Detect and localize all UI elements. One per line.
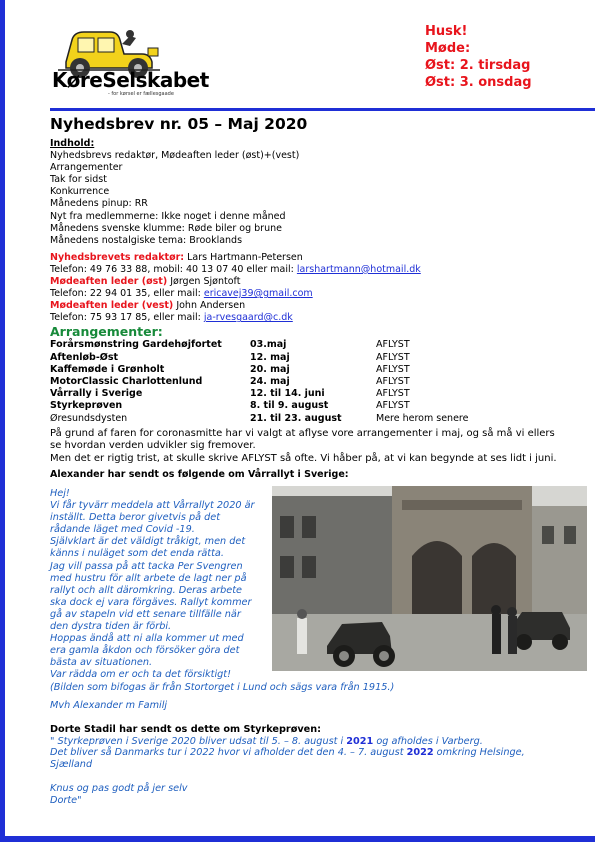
letter-line: (Bilden som bifogas är från Stortorget i Lund och sägs vara från 1915.) [50, 681, 395, 693]
dorte-text: Sjælland [50, 759, 93, 771]
event-name: Øresundsdysten [50, 412, 128, 424]
letter-line: Vi får tyvärr meddela att Vårrallyt 2020 är [50, 500, 255, 512]
contact-name: Jørgen Sjøntoft [170, 276, 241, 288]
dorte-text: omkring Helsinge, [433, 747, 525, 759]
reminder-line: Møde: [425, 41, 471, 56]
reminder-line: Øst: 3. onsdag [425, 75, 532, 90]
bottom-accent-bar [0, 836, 595, 842]
table-row [50, 413, 586, 425]
event-status: AFLYST [376, 376, 410, 388]
contents-item: Månedens svenske klumme: Røde biler og brune [50, 222, 282, 234]
letter-line: era gamla åkdon och försöker göra det [50, 645, 240, 657]
event-name: Vårrally i Sverige [50, 388, 143, 400]
contents-heading: Indhold: [50, 138, 95, 149]
contents-item: Nyt fra medlemmerne: Ikke noget i denne måned [50, 210, 286, 222]
contents-item: Månedens nostalgiske tema: Brooklands [50, 234, 243, 246]
contents-item: Månedens pinup: RR [50, 198, 148, 210]
contact-name: Lars Hartmann-Petersen [187, 251, 303, 263]
table-row [50, 352, 586, 364]
event-name: Aftenløb-Øst [50, 351, 119, 363]
letter-line: Jag vill passa på att tacka Per Svengren [50, 560, 243, 572]
contact-email-link[interactable]: ericavej39@gmail.com [203, 288, 313, 300]
event-date: 24. maj [250, 376, 290, 388]
letter-line: bästa av situationen. [50, 657, 153, 669]
letter-line: den dystra tiden är förbi. [50, 621, 172, 633]
letter-line: Hoppas ändå att ni alla kommer ut med [50, 633, 244, 645]
letter-line: känns i nuläget som det enda rätta. [50, 548, 224, 560]
event-name: Styrkeprøven [50, 400, 123, 412]
event-date: 12. maj [250, 351, 290, 363]
dorte-text: " Styrkeprøven i Sverige 2020 bliver udsat til 5. – 8. august i [50, 735, 347, 747]
table-row [50, 400, 586, 412]
brand-tagline: - for kørsel er fællesgaade [108, 91, 174, 97]
contact-role: Mødeaften leder (øst) [50, 276, 168, 288]
event-status: AFLYST [376, 400, 410, 412]
contents-item: Konkurrence [50, 186, 110, 198]
event-status: AFLYST [376, 339, 410, 351]
event-status: AFLYST [376, 388, 410, 400]
event-name: Forårsmønstring Gardehøjfortet [50, 339, 222, 351]
table-row [50, 376, 586, 388]
dorte-text: Knus og pas godt på jer selv [50, 782, 188, 794]
letter-line: Var rädda om er och ta det försiktigt! [50, 669, 231, 681]
letter-line: rallyt och allt däromkring. Deras arbete [50, 584, 242, 596]
dorte-section [50, 724, 590, 806]
historic-square-photo [272, 486, 587, 671]
events-table [50, 339, 586, 424]
table-row [50, 339, 586, 351]
letter-signoff: Mvh Alexander m Familj [50, 700, 168, 711]
contact-name: John Andersen [176, 300, 246, 312]
event-name: MotorClassic Charlottenlund [50, 376, 203, 388]
brand-name: KøreSelskabet [52, 68, 209, 92]
event-date: 8. til 9. august [250, 400, 329, 412]
contents-item: Tak for sidst [50, 174, 107, 186]
dorte-heading: Dorte Stadil har sendt os dette om Styrkeprøven: [50, 724, 321, 735]
meeting-reminder [425, 23, 532, 91]
event-status: Mere herom senere [376, 412, 469, 424]
contents-item: Nyhedsbrevs redaktør, Mødeaften leder (øst)+(vest) [50, 150, 300, 162]
event-status: AFLYST [376, 363, 410, 375]
event-status: AFLYST [376, 351, 410, 363]
contact-block [50, 252, 590, 325]
letter-line: rådande läget med Covid -19. [50, 524, 195, 536]
alexander-heading: Alexander har sendt os følgende om Vårrallyt i Sverige: [50, 469, 349, 481]
contact-phone: Telefon: 49 76 33 88, mobil: 40 13 07 40 eller mail: [50, 263, 294, 275]
highlighted-year: 2022 [406, 747, 434, 759]
contact-role: Mødeaften leder (vest) [50, 300, 174, 312]
header-divider [50, 108, 595, 111]
event-date: 20. maj [250, 363, 290, 375]
letter-line: med hustru för allt arbete de lagt ner på [50, 572, 247, 584]
reminder-line: Husk! [425, 24, 468, 39]
corona-line: På grund af faren for coronasmitte har vi valgt at aflyse vore arrangementer i maj, og så må vi ellers [50, 427, 555, 439]
contact-role: Nyhedsbrevets redaktør: [50, 251, 185, 263]
page-title: Nyhedsbrev nr. 05 – Maj 2020 [50, 115, 308, 133]
event-date: 21. til 23. august [250, 412, 342, 424]
contact-phone: Telefon: 22 94 01 35, eller mail: [50, 288, 201, 300]
table-row [50, 364, 586, 376]
dorte-text: Dorte" [50, 794, 82, 806]
letter-line: Självklart är det väldigt tråkigt, men det [50, 536, 246, 548]
corona-line: se hvordan verden udvikler sig fremover. [50, 440, 256, 452]
letter-line: gå av stapeln vid ett senare tillfälle när [50, 608, 241, 620]
letter-line: Hej! [50, 488, 70, 499]
contact-phone: Telefon: 75 93 17 85, eller mail: [50, 312, 201, 324]
contact-email-link[interactable]: larshartmann@hotmail.dk [296, 263, 421, 275]
letter-line: inställt. Detta beror givetvis på det [50, 512, 221, 524]
event-date: 03.maj [250, 339, 287, 351]
letter-line: ska dock ej vara förgäves. Rallyt kommer [50, 596, 252, 608]
newsletter-body [50, 114, 590, 481]
contents-item: Arrangementer [50, 162, 123, 174]
table-row [50, 388, 586, 400]
event-name: Kaffemøde i Grønholt [50, 363, 165, 375]
dorte-text: Det bliver så Danmarks tur i 2022 hvor vi afholder det den 4. – 7. august [50, 747, 407, 759]
contact-email-link[interactable]: ja-rvesgaard@c.dk [203, 312, 293, 324]
dorte-text: og afholdes i Varberg. [373, 735, 483, 747]
left-accent-bar [0, 0, 5, 842]
corona-notice [50, 428, 590, 465]
reminder-line: Øst: 2. tirsdag [425, 58, 531, 73]
events-heading: Arrangementer: [50, 324, 163, 340]
corona-line: Men det er rigtig trist, at skulle skrive AFLYST så ofte. Vi håber på, at vi kan begynde at ses lidt i juni. [50, 452, 557, 464]
event-date: 12. til 14. juni [250, 388, 325, 400]
highlighted-year: 2021 [346, 735, 374, 747]
swedish-letter [50, 488, 395, 694]
